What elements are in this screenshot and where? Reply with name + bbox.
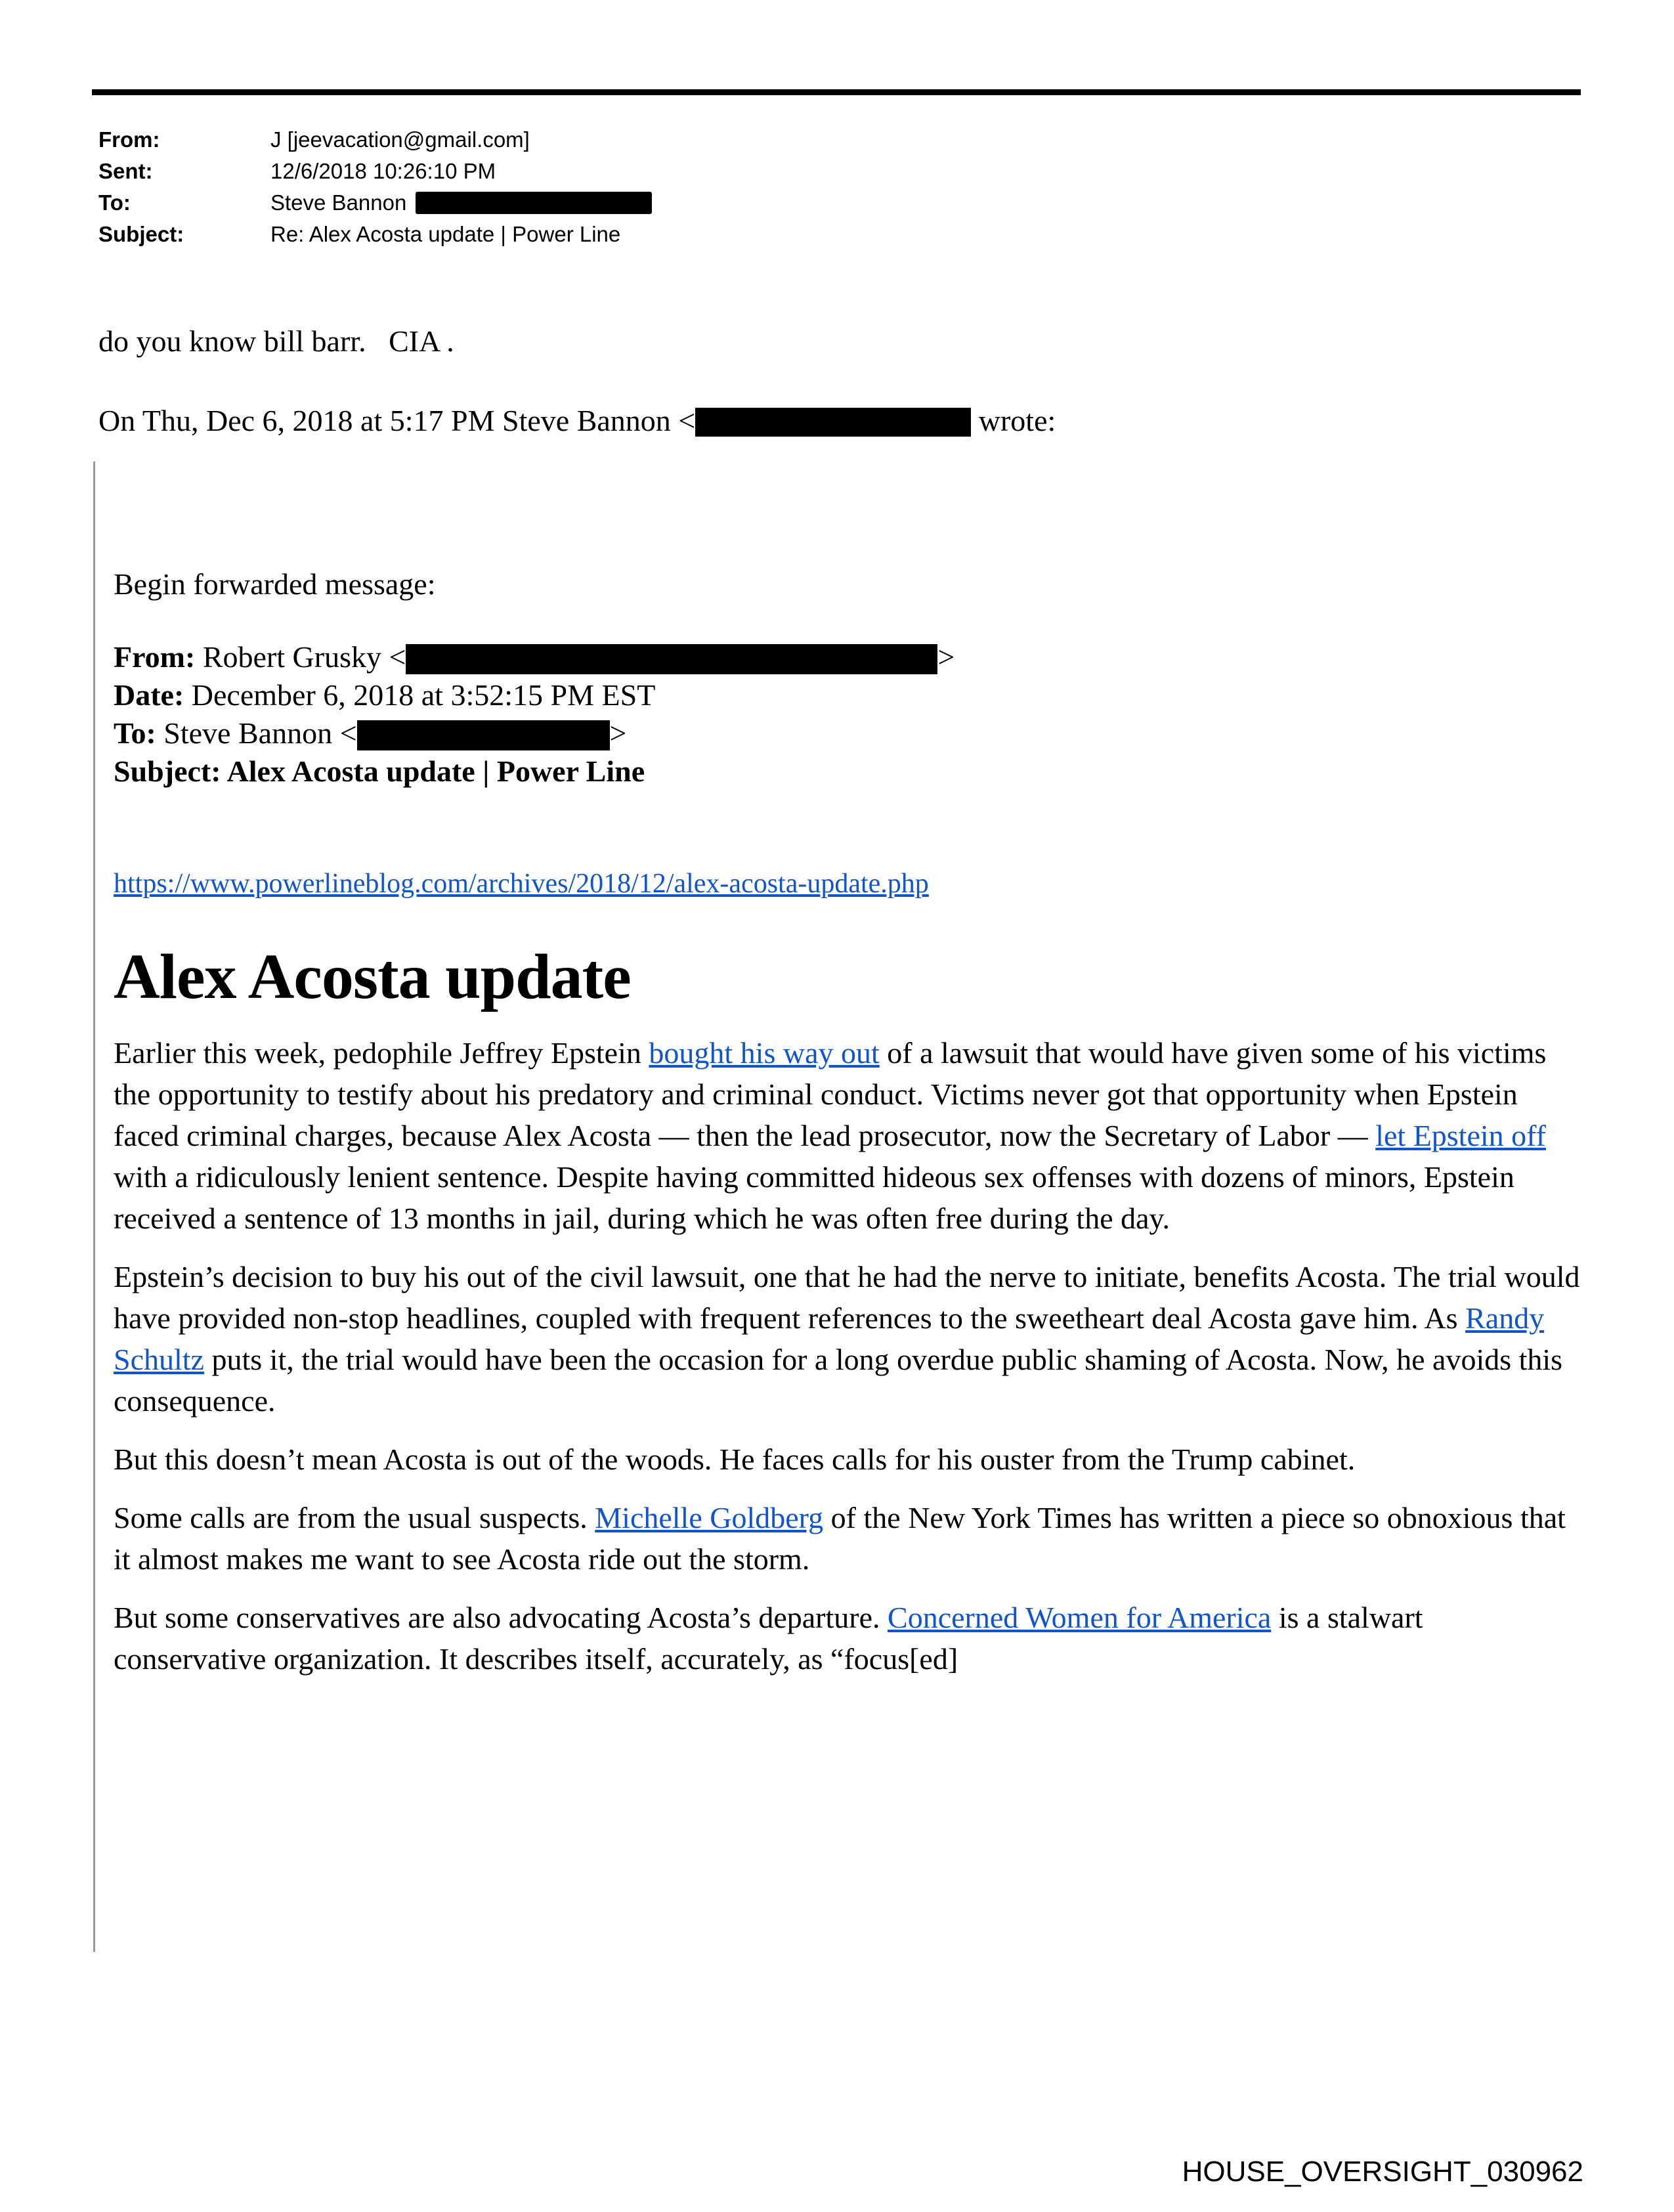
inline-link[interactable]: Michelle Goldberg xyxy=(595,1501,824,1535)
subject-label: Subject: xyxy=(98,222,184,246)
forwarded-to-label: To: xyxy=(114,716,156,750)
inline-link[interactable]: let Epstein off xyxy=(1375,1119,1546,1153)
article-paragraph xyxy=(114,1439,1581,1480)
article-paragraph xyxy=(114,1032,1581,1239)
paragraph-text: of a lawsuit that would have given some of his victims the opportunity to testify about his predatory and criminal conduct. Victims never got that opportunity when Epstein faced criminal charges, because Alex Acosta — then the lead prosecutor, now the Secretary of Labor — xyxy=(114,1036,1547,1153)
to-label: To: xyxy=(98,190,131,215)
paragraph-text: with a ridiculously lenient sentence. Despite having committed hideous sex offenses with dozens of minors, Epstein received a sentence of 13 months in jail, during which he was often free during the day. xyxy=(114,1160,1514,1236)
article-paragraph xyxy=(114,1497,1581,1580)
inline-link[interactable]: bought his way out xyxy=(649,1036,880,1070)
article-title: Alex Acosta update xyxy=(114,942,631,1013)
article-url-line xyxy=(114,868,1582,900)
paragraph-text: Epstein’s decision to buy his out of the civil lawsuit, one that he had the nerve to initiate, benefits Acosta. The trial would have provided non-stop headlines, coupled with frequent references to the sweetheart deal Acosta gave him. As xyxy=(114,1260,1580,1335)
forwarded-to-suffix: > xyxy=(609,716,627,750)
forwarded-to-prefix: Steve Bannon < xyxy=(156,716,357,750)
paragraph-text: But some conservatives are also advocating Acosta’s departure. xyxy=(114,1601,888,1635)
forwarded-from-prefix: Robert Grusky < xyxy=(195,640,406,674)
forwarded-subject-label: Subject: xyxy=(114,754,221,789)
quote-attribution-suffix: wrote: xyxy=(971,404,1056,437)
sent-label: Sent: xyxy=(98,159,153,183)
forwarded-subject-value: Alex Acosta update | Power Line xyxy=(221,754,645,789)
forwarded-row-subject xyxy=(114,752,1582,791)
inline-link[interactable]: Randy Schultz xyxy=(114,1301,1545,1377)
forwarded-date-label: Date: xyxy=(114,678,184,712)
forwarded-row-date xyxy=(114,676,1582,714)
begin-forwarded-line: Begin forwarded message: xyxy=(114,567,436,601)
redaction-bar xyxy=(416,192,652,214)
inline-link[interactable]: Concerned Women for America xyxy=(888,1601,1272,1635)
quote-attribution xyxy=(98,403,1582,438)
header-row-sent xyxy=(98,156,1582,187)
to-value-text: Steve Bannon xyxy=(270,190,407,215)
header-row-to xyxy=(98,187,1582,219)
redaction-bar xyxy=(357,720,610,750)
redaction-bar xyxy=(695,408,971,437)
sent-value: 12/6/2018 10:26:10 PM xyxy=(270,159,496,183)
article-paragraph xyxy=(114,1256,1581,1421)
forwarded-from-label: From: xyxy=(114,640,196,674)
subject-value: Re: Alex Acosta update | Power Line xyxy=(270,222,621,246)
paragraph-text: puts it, the trial would have been the occasion for a long overdue public shaming of Acosta. Now, he avoids this consequence. xyxy=(114,1343,1563,1418)
email-body-intro: do you know bill barr. CIA . xyxy=(98,324,454,358)
quote-attribution-prefix: On Thu, Dec 6, 2018 at 5:17 PM Steve Bannon < xyxy=(98,404,696,437)
forwarded-header-block xyxy=(114,638,1582,791)
bates-number: HOUSE_OVERSIGHT_030962 xyxy=(1182,2156,1583,2188)
email-header-block xyxy=(98,124,1582,250)
forwarded-row-to xyxy=(114,714,1582,752)
from-value: J [jeevacation@gmail.com] xyxy=(270,127,530,152)
from-label: From: xyxy=(98,127,160,152)
article-url-link[interactable]: https://www.powerlineblog.com/archives/2018/12/alex-acosta-update.php xyxy=(114,869,929,900)
forwarded-date-value: December 6, 2018 at 3:52:15 PM EST xyxy=(184,678,656,712)
paragraph-text: is a stalwart conservative organization. It describes itself, accurately, as “focus[ed] xyxy=(114,1601,1423,1676)
to-value xyxy=(270,187,652,219)
forwarded-from-suffix: > xyxy=(937,640,955,674)
redaction-bar xyxy=(406,644,937,674)
paragraph-text: of the New York Times has written a piece so obnoxious that it almost makes me want to see Acosta ride out the storm. xyxy=(114,1501,1566,1576)
quoted-email-block xyxy=(93,462,1582,1952)
header-divider-rule xyxy=(92,89,1581,95)
paragraph-text: But this doesn’t mean Acosta is out of the woods. He faces calls for his ouster from the Trump cabinet. xyxy=(114,1442,1356,1477)
paragraph-text: Earlier this week, pedophile Jeffrey Epstein xyxy=(114,1036,649,1070)
forwarded-row-from xyxy=(114,638,1582,676)
header-row-from xyxy=(98,124,1582,156)
header-row-subject xyxy=(98,219,1582,250)
paragraph-text: Some calls are from the usual suspects. xyxy=(114,1501,595,1535)
article-body xyxy=(114,1032,1582,1680)
article-paragraph xyxy=(114,1597,1581,1680)
